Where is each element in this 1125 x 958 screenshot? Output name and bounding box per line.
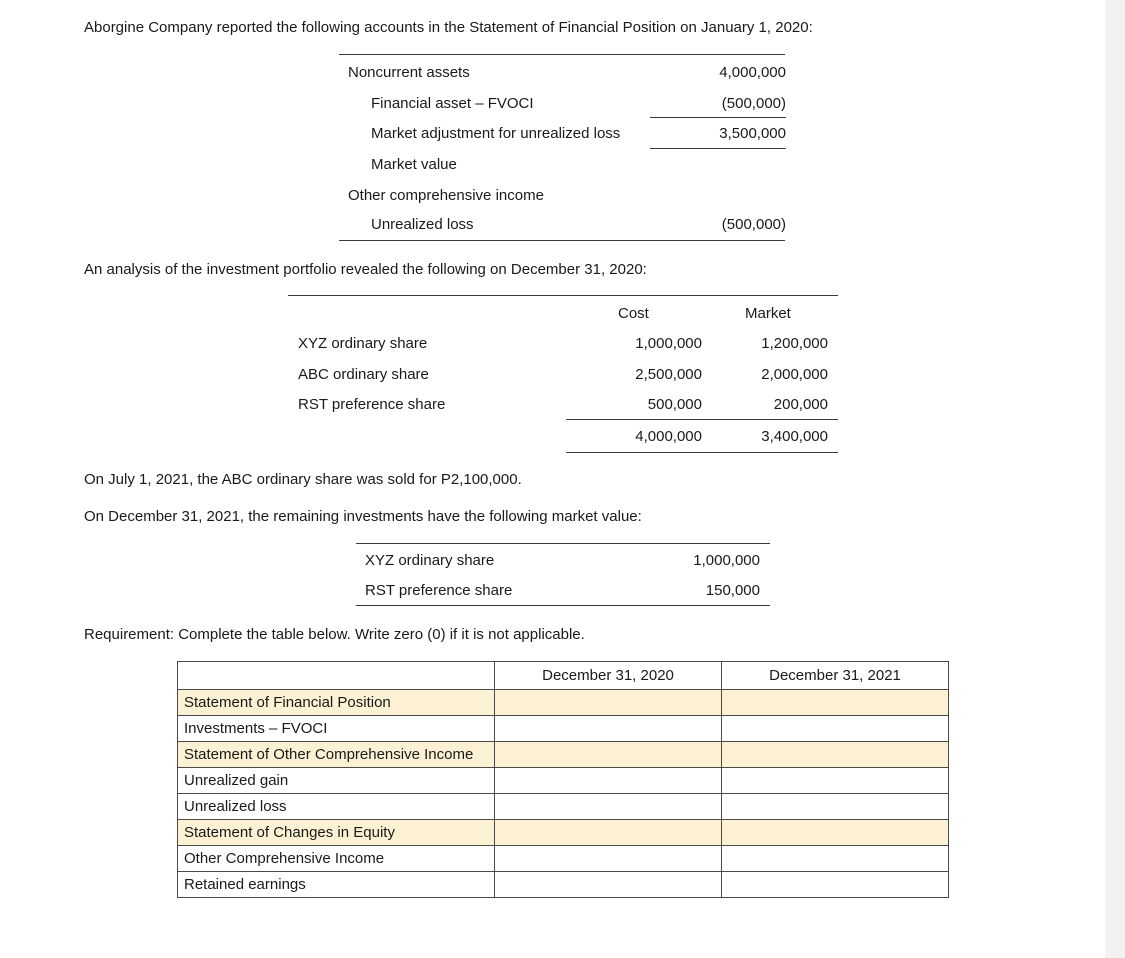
portfolio-row-name: XYZ ordinary share (298, 335, 428, 352)
answer-cell[interactable] (495, 794, 722, 820)
ma-value: 3,500,000 (719, 125, 786, 142)
answer-cell[interactable] (722, 716, 949, 742)
row-label: Investments – FVOCI (178, 716, 495, 742)
answer-cell[interactable] (495, 820, 722, 846)
remaining-value: 1,000,000 (693, 552, 760, 569)
row-label: Unrealized loss (178, 794, 495, 820)
row-label: Retained earnings (178, 872, 495, 898)
july-note: On July 1, 2021, the ABC ordinary share was sold for P2,100,000. (84, 471, 522, 488)
table-row (178, 872, 949, 898)
dec-note: On December 31, 2021, the remaining investments have the following market value: (84, 508, 642, 525)
row-label: Statement of Financial Position (178, 690, 495, 716)
ul-label: Unrealized loss (371, 216, 474, 233)
requirement-text: Requirement: Complete the table below. Write zero (0) if it is not applicable. (84, 626, 585, 643)
answer-cell[interactable] (722, 846, 949, 872)
portfolio-row-name: ABC ordinary share (298, 366, 429, 383)
answer-cell[interactable] (495, 742, 722, 768)
noncurrent-label: Noncurrent assets (348, 64, 470, 81)
row-label: Statement of Changes in Equity (178, 820, 495, 846)
header-dec-2020: December 31, 2020 (495, 662, 722, 690)
sfp-bottom-rule (339, 240, 785, 241)
portfolio-total-market: 3,400,000 (761, 428, 828, 445)
col-cost-header: Cost (618, 305, 649, 322)
sfp-top-rule (339, 54, 785, 55)
answer-cell[interactable] (495, 768, 722, 794)
table-row (178, 820, 949, 846)
row-label: Unrealized gain (178, 768, 495, 794)
answer-cell[interactable] (495, 846, 722, 872)
table-header-row (178, 662, 949, 690)
ma-label: Market adjustment for unrealized loss (371, 125, 621, 142)
ul-value: (500,000) (721, 216, 786, 233)
portfolio-row-name: RST preference share (298, 396, 446, 413)
answer-cell[interactable] (722, 742, 949, 768)
remaining-name: RST preference share (365, 582, 513, 599)
fa-label: Financial asset – FVOCI (371, 95, 534, 112)
remaining-name: XYZ ordinary share (365, 552, 495, 569)
remaining-bottom-rule (356, 605, 770, 606)
remaining-top-rule (356, 543, 770, 544)
header-blank-cell (178, 662, 495, 690)
row-label: Other Comprehensive Income (178, 846, 495, 872)
answer-cell[interactable] (495, 716, 722, 742)
answer-cell[interactable] (722, 768, 949, 794)
table-row (178, 716, 949, 742)
row-label: Statement of Other Comprehensive Income (178, 742, 495, 768)
portfolio-total-rule (566, 452, 838, 453)
table-row (178, 846, 949, 872)
fa-value: (500,000) (721, 95, 786, 112)
portfolio-subtotal-rule (566, 419, 838, 420)
answer-cell[interactable] (495, 872, 722, 898)
portfolio-row-cost: 2,500,000 (635, 366, 702, 383)
table-row (178, 768, 949, 794)
portfolio-row-market: 1,200,000 (761, 335, 828, 352)
oci-label: Other comprehensive income (348, 187, 544, 204)
portfolio-row-market: 200,000 (773, 396, 828, 413)
portfolio-row-cost: 500,000 (647, 396, 702, 413)
portfolio-total-cost: 4,000,000 (635, 428, 702, 445)
fa-underline (650, 117, 786, 118)
answer-cell[interactable] (495, 690, 722, 716)
answer-cell[interactable] (722, 872, 949, 898)
header-dec-2021: December 31, 2021 (722, 662, 949, 690)
portfolio-row-market: 2,000,000 (761, 366, 828, 383)
remaining-value: 150,000 (705, 582, 760, 599)
portfolio-row-cost: 1,000,000 (635, 335, 702, 352)
portfolio-top-rule (288, 295, 838, 296)
analysis-intro: An analysis of the investment portfolio revealed the following on December 31, 2020: (84, 261, 647, 278)
answer-cell[interactable] (722, 690, 949, 716)
answer-cell[interactable] (722, 794, 949, 820)
mv-label: Market value (371, 156, 457, 173)
table-row (178, 690, 949, 716)
requirement-table (177, 661, 949, 898)
intro-text: Aborgine Company reported the following accounts in the Statement of Financial Position on January 1, 2020: (84, 19, 813, 36)
table-row (178, 742, 949, 768)
table-row (178, 794, 949, 820)
answer-cell[interactable] (722, 820, 949, 846)
noncurrent-value: 4,000,000 (719, 64, 786, 81)
ma-underline (650, 148, 786, 149)
col-market-header: Market (745, 305, 791, 322)
